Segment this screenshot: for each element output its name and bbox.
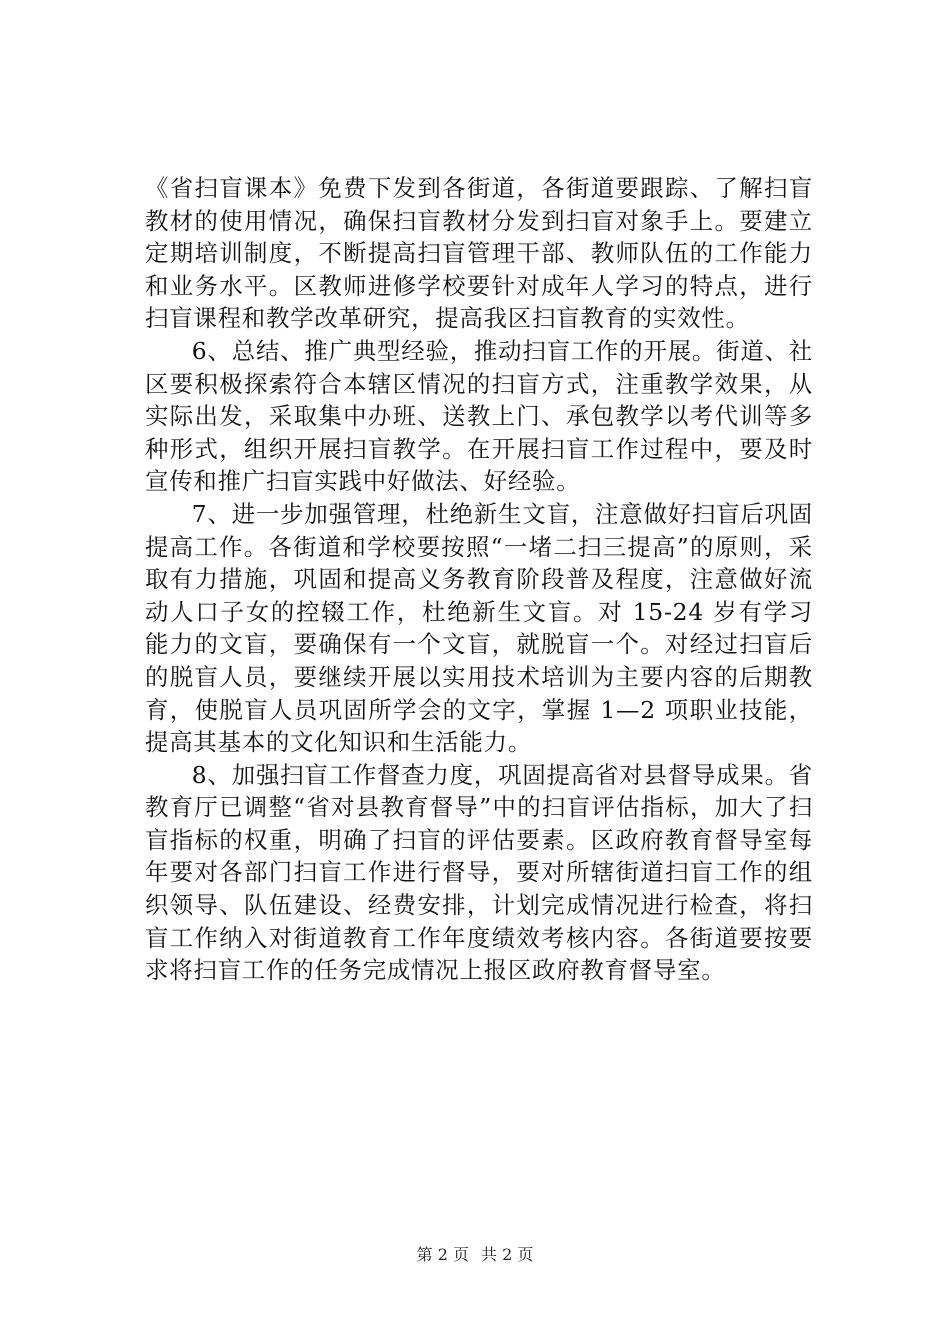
page-footer	[0, 1245, 950, 1265]
paragraph-item-6: 6、总结、推广典型经验，推动扫盲工作的开展。街道、社区要积极探索符合本辖区情况的扫盲方式，注重教学效果，从实际出发，采取集中办班、送教上门、承包教学以考代训等多种形式，组织开展扫盲教学。在开展扫盲工作过程中，要及时宣传和推广扫盲实践中好做法、好经验。	[145, 336, 813, 496]
page-total: 共 2 页	[481, 1245, 534, 1264]
document-body	[145, 172, 813, 987]
paragraph-item-7: 7、进一步加强管理，杜绝新生文盲，注意做好扫盲后巩固提高工作。各街道和学校要按照“一堵二扫三提高”的原则，采取有力措施，巩固和提高义务教育阶段普及程度，注意做好流动人口子女的控辍工作，杜绝新生文盲。对 15-24 岁有学习能力的文盲，要确保有一个文盲，就脱盲一个。对经过扫盲后的脱盲人员，要继续开展以实用技术培训为主要内容的后期教育，使脱盲人员巩固所学会的文字，掌握 1—2 项职业技能，提高其基本的文化知识和生活能力。	[145, 499, 813, 757]
page-number: 第 2 页	[416, 1245, 469, 1264]
paragraph-continuation: 《省扫盲课本》免费下发到各街道，各街道要跟踪、了解扫盲教材的使用情况，确保扫盲教材分发到扫盲对象手上。要建立定期培训制度，不断提高扫盲管理干部、教师队伍的工作能力和业务水平。区教师进修学校要针对成年人学习的特点，进行扫盲课程和教学改革研究，提高我区扫盲教育的实效性。	[145, 174, 813, 333]
paragraph-item-8: 8、加强扫盲工作督查力度，巩固提高省对县督导成果。省教育厅已调整“省对县教育督导”中的扫盲评估指标，加大了扫盲指标的权重，明确了扫盲的评估要素。区政府教育督导室每年要对各部门扫盲工作进行督导，要对所辖街道扫盲工作的组织领导、队伍建设、经费安排，计划完成情况进行检查，将扫盲工作纳入对街道教育工作年度绩效考核内容。各街道要按要求将扫盲工作的任务完成情况上报区政府教育督导室。	[145, 760, 813, 985]
